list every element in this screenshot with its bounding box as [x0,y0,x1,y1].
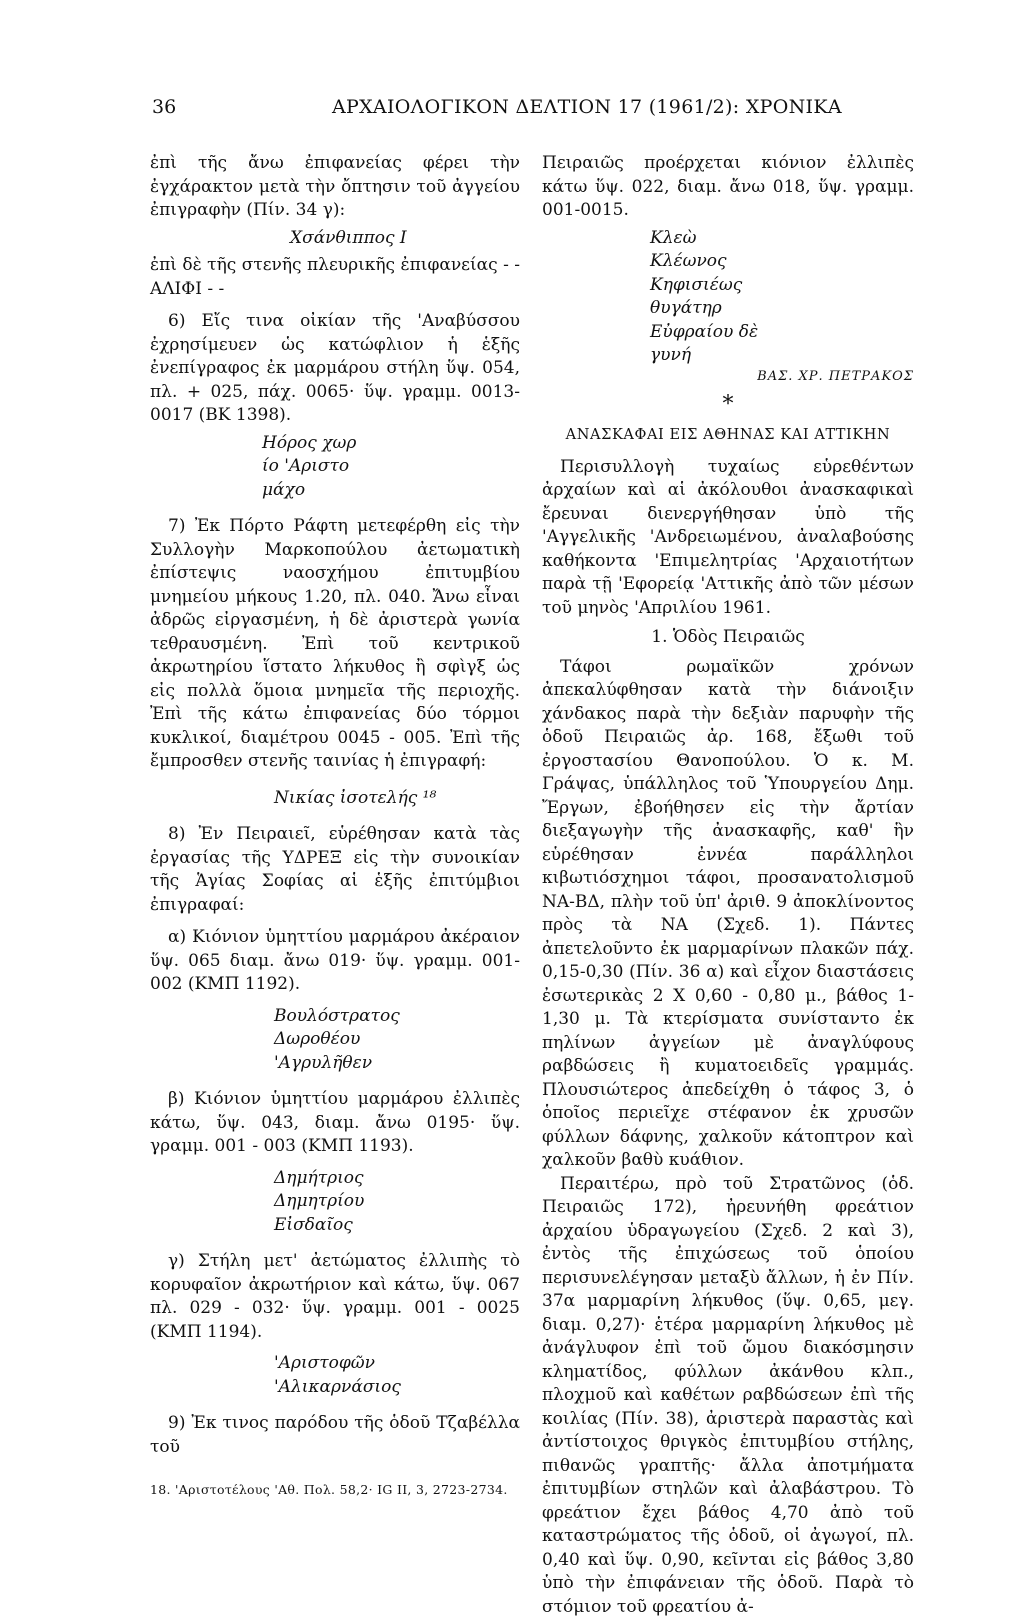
page-number: 36 [152,96,176,118]
inscription [650,227,914,368]
inscription [274,1005,520,1076]
inscription-line: 'Αριστοφῶν [274,1352,520,1376]
paragraph: ἐπὶ δὲ τῆς στενῆς πλευρικῆς ἐπιφανείας - - ΑΛΙΦΙ - - [150,254,520,301]
inscription-line: θυγάτηρ [650,297,914,321]
running-title: ΑΡΧΑΙΟΛΟΓΙΚΟΝ ΔΕΛΤΙΟΝ 17 (1961/2): ΧΡΟΝΙΚΑ [332,96,842,118]
inscription-line: Εὐφραίου δὲ [650,321,914,345]
paragraph: Περαιτέρω, πρὸ τοῦ Στρατῶνος (ὁδ. Πειραιῶς 172), ἠρευνήθη φρεάτιον ἀρχαίου ὑδραγωγείου (Σχεδ. 2 καὶ 3), ἐντὸς τῆς ἐπιχώσεως τοῦ ὁποίου περισυνελέγησαν μεταξὺ ἄλλων, ἡ ἐν Πίν. 37α μαρμαρίνη λήκυθος (ὕψ. 0,65, μεγ. διαμ. 0,27)· ἑτέρα μαρμαρίνη λήκυθος μὲ ἀνάγλυφον ἐπὶ τοῦ ὤμου διακόσμησιν κληματίδος, φύλλων ἀκάνθου κλπ., πλοχμοῦ καὶ καθέτων ραβδώσεων ἐπὶ τῆς κοιλίας (Πίν. 38), ἀριστερὰ παραστὰς καὶ ἀντίστοιχος θριγκὸς ἐπιτυμβίου στήλης, πιθανῶς γραπτῆς· ἄλλα ἀποτμήματα ἐπιτυμβίων στηλῶν καὶ ἀλαβάστρου. Τὸ φρεάτιον ἔχει βάθος 4,70 ἀπὸ τοῦ καταστρώματος τῆς ὁδοῦ, οἱ ἀγωγοί, πλ. 0,40 καὶ ὕψ. 0,90, κεῖνται εἰς βάθος 3,80 ὑπὸ τὴν ἐπιφάνειαν τῆς ὁδοῦ. Παρὰ τὸ στόμιον τοῦ φρεατίου ἀ- [542,1173,914,1619]
inscription-line: 'Αγρυλῆθεν [274,1052,520,1076]
paragraph-item-8b: β) Κιόνιον ὑμηττίου μαρμάρου ἐλλιπὲς κάτω, ὕψ. 043, διαμ. ἄνω 0195· ὕψ. γραμμ. 001 - 003 (ΚΜΠ 1193). [150,1088,520,1159]
paragraph: Περισυλλογὴ τυχαίως εὑρεθέντων ἀρχαίων καὶ αἱ ἀκόλουθοι ἀνασκαφικαὶ ἔρευναι διενεργήθησαν ὑπὸ τῆς 'Αγγελικῆς 'Ανδρειωμένου, ἀναλαβούσης καθήκοντα 'Επιμελητρίας 'Αρχαιοτήτων παρὰ τῇ 'Εφορείᾳ 'Αττικῆς ἀπὸ τῶν μέσων τοῦ μηνὸς 'Απριλίου 1961. [542,456,914,621]
inscription-line: Βουλόστρατος [274,1005,520,1029]
left-column [150,152,520,1499]
inscription-line: 'Αλικαρνάσιος [274,1376,520,1400]
inscription-line: Κλεὼ [650,227,914,251]
paragraph-item-9: 9) Ἐκ τινος παρόδου τῆς ὁδοῦ Τζαβέλλα τοῦ [150,1412,520,1459]
inscription-line: Hόρος χωρ [262,432,520,456]
paragraph-item-6: 6) Εἴς τινα οἰκίαν τῆς 'Αναβύσσου ἐχρησίμευεν ὡς κατώφλιον ἡ ἑξῆς ἐνεπίγραφος ἐκ μαρμάρου στήλη ὕψ. 054, πλ. + 025, πάχ. 0065· ὕψ. γραμμ. 0013-0017 (ΒΚ 1398). [150,310,520,428]
paragraph-item-8c: γ) Στήλη μετ' ἀετώματος ἐλλιπὴς τὸ κορυφαῖον ἀκρωτήριον καὶ κάτω, ὕψ. 067 πλ. 029 - 032· ὕψ. γραμμ. 001 - 0025 (ΚΜΠ 1194). [150,1250,520,1344]
inscription-line: γυνή [650,344,914,368]
inscription-line: Δωροθέου [274,1028,520,1052]
inscription [262,432,520,503]
inscription [290,227,520,251]
paragraph: Πειραιῶς προέρχεται κιόνιον ἐλλιπὲς κάτω ὕψ. 022, διαμ. ἄνω 018, ὕψ. γραμμ. 001-0015. [542,152,914,223]
footnote: 18. 'Αριστοτέλους 'Αθ. Πολ. 58,2· IG II, 3, 2723-2734. [150,1481,520,1499]
inscription-line: μάχο [262,479,520,503]
inscription-line: ίο 'Αριστο [262,455,520,479]
paragraph-item-8: 8) Ἐν Πειραιεῖ, εὑρέθησαν κατὰ τὰς ἐργασίας τῆς ΥΔΡΕΞ εἰς τὴν συνοικίαν τῆς Ἁγίας Σοφίας αἱ ἑξῆς ἐπιτύμβιοι ἐπιγραφαί: [150,823,520,917]
inscription-line: Δημήτριος [274,1167,520,1191]
sub-heading: 1. Ὁδὸς Πειραιῶς [542,626,914,650]
right-column [542,152,914,1619]
inscription-line: Χσάνθιππος Ι [290,227,520,251]
inscription [274,1167,520,1238]
inscription [274,1352,520,1399]
inscription-line: Νικίας ἰσοτελής ¹⁸ [274,787,520,811]
inscription [274,787,520,811]
author-signature: ΒΑΣ. ΧΡ. ΠΕΤΡΑΚΟΣ [542,368,914,386]
paragraph-item-7: 7) Ἐκ Πόρτο Ράφτη μετεφέρθη εἰς τὴν Συλλογὴν Μαρκοπούλου ἀετωματικὴ ἐπίστεψις ναοσχήμου ἐπιτυμβίου μνημείου μήκους 1.20, πλ. 040. Ἄνω εἶναι ἀδρῶς εἰργασμένη, ἡ δὲ ἀριστερὰ γωνία τεθραυσμένη. Ἐπὶ τοῦ κεντρικοῦ ἀκρωτηρίου ἵστατο λήκυθος ἢ σφὶγξ ὡς εἰς πολλὰ ὅμοια μνημεῖα τῆς περιοχῆς. Ἐπὶ τῆς κάτω ἐπιφανείας δύο τόρμοι κυκλικοί, διαμέτρου 0045 - 005. Ἐπὶ τῆς ἔμπροσθεν στενῆς ταινίας ἡ ἐπιγραφή: [150,515,520,774]
paragraph-item-8a: α) Κιόνιον ὑμηττίου μαρμάρου ἀκέραιον ὕψ. 065 διαμ. ἄνω 019· ὕψ. γραμμ. 001-002 (ΚΜΠ 1192). [150,926,520,997]
inscription-line: Κλέωνος [650,250,914,274]
section-heading: ΑΝΑΣΚΑΦΑΙ ΕΙΣ ΑΘΗΝΑΣ ΚΑΙ ΑΤΤΙΚΗΝ [542,424,914,447]
section-separator: * [542,390,914,420]
paragraph: ἐπὶ τῆς ἄνω ἐπιφανείας φέρει τὴν ἐγχάρακτον μετὰ τὴν ὄπτησιν τοῦ ἀγγείου ἐπιγραφὴν (Πίν. 34 γ): [150,152,520,223]
inscription-line: Δημητρίου [274,1190,520,1214]
inscription-line: Εἰσδαῖος [274,1214,520,1238]
paragraph: Τάφοι ρωμαϊκῶν χρόνων ἀπεκαλύφθησαν κατὰ τὴν διάνοιξιν χάνδακος παρὰ τὴν δεξιὰν παρυφὴν τῆς ὁδοῦ Πειραιῶς ἀρ. 168, ἔξωθι τοῦ ἐργοστασίου Θανοπούλου. Ὁ κ. Μ. Γράψας, ὑπάλληλος τοῦ Ὑπουργείου Δημ. Ἔργων, ἐβοήθησεν εἰς τὴν ἄρτίαν διεξαγωγὴν τῆς ἀνασκαφῆς, καθ' ἣν εὑρέθησαν ἐννέα παράλληλοι κιβωτιόσχημοι τάφοι, προσανατολισμοῦ ΝΑ-ΒΔ, πλὴν τοῦ ὑπ' ἀριθ. 9 ἀποκλίνοντος πρὸς τὰ ΝΑ (Σχεδ. 1). Πάντες ἀπετελοῦντο ἐκ μαρμαρίνων πλακῶν πάχ. 0,15-0,30 (Πίν. 36 α) καὶ εἶχον διαστάσεις ἐσωτερικὰς 2 Χ 0,60 - 0,80 μ., βάθος 1-1,30 μ. Τὰ κτερίσματα συνίσταντο ἐκ πηλίνων ἀγγείων μὲ ἀναγλύφους ραβδώσεις ἢ κυματοειδεῖς γραμμάς. Πλουσιώτερος ἀπεδείχθη ὁ τάφος 3, ὁ ὁποῖος περιεῖχε στέφανον ἐκ χρυσῶν φύλλων δάφνης, χαλκοῦν κάτοπτρον καὶ χαλκοῦν βαθὺ κυάθιον. [542,656,914,1173]
inscription-line: Κηφισιέως [650,274,914,298]
page-header [0,96,1024,126]
